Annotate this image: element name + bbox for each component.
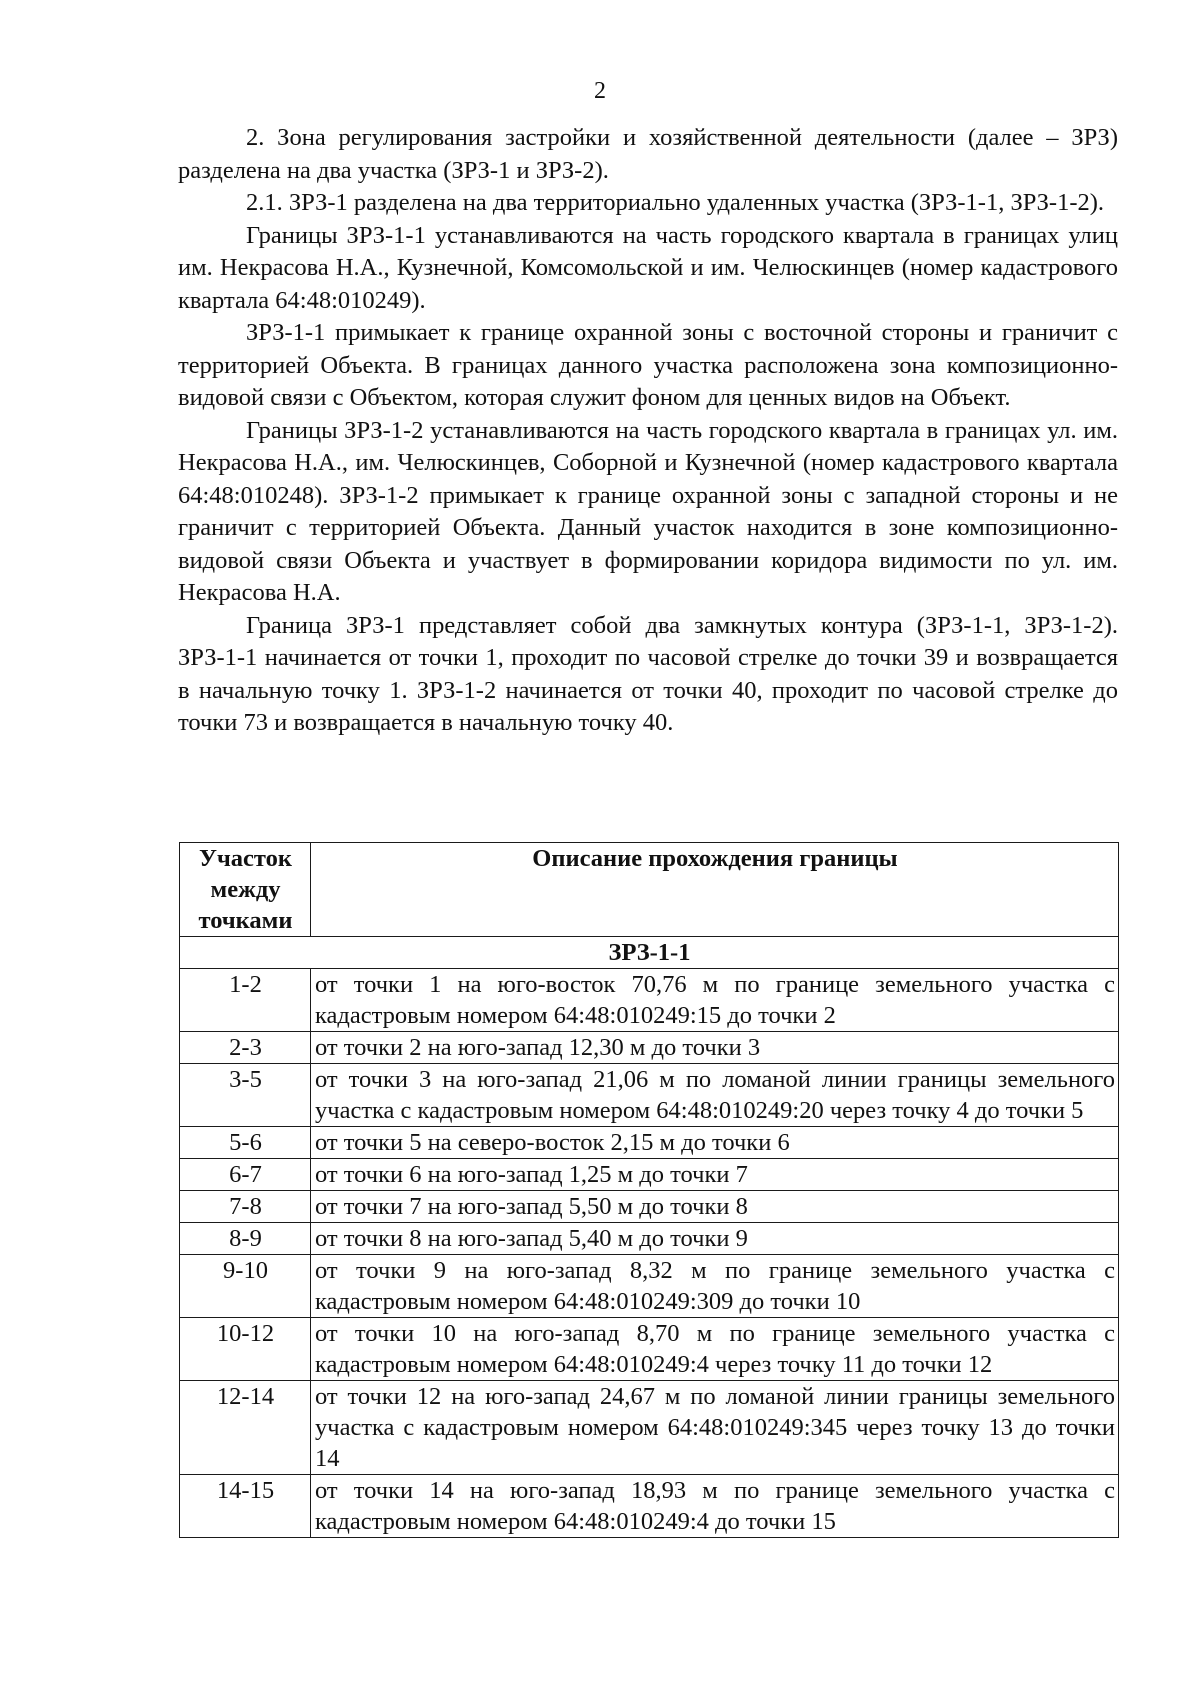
header-description: Описание прохождения границы <box>311 843 1119 937</box>
segment-cell: 9-10 <box>180 1255 311 1318</box>
paragraph-zrz1-division: 2.1. ЗРЗ-1 разделена на два территориально удаленных участка (ЗРЗ-1-1, ЗРЗ-1-2). <box>246 189 1105 216</box>
description-cell: от точки 7 на юго-запад 5,50 м до точки 8 <box>311 1191 1119 1223</box>
description-cell: от точки 12 на юго-запад 24,67 м по ломаной линии границы земельного участка с кадастровым номером 64:48:010249:345 через точку 13 до точки 14 <box>311 1381 1119 1475</box>
table-row <box>180 1318 1119 1381</box>
paragraph-zrz-overview: 2. Зона регулирования застройки и хозяйственной деятельности (далее – ЗРЗ) разделена на два участка (ЗРЗ-1 и ЗРЗ-2). <box>178 124 1118 184</box>
description-cell: от точки 8 на юго-запад 5,40 м до точки 9 <box>311 1223 1119 1255</box>
table-row <box>180 969 1119 1032</box>
table-row <box>180 1159 1119 1191</box>
segment-cell: 10-12 <box>180 1318 311 1381</box>
description-cell: от точки 6 на юго-запад 1,25 м до точки 7 <box>311 1159 1119 1191</box>
table-header-row <box>180 843 1119 937</box>
paragraph-zrz1-2-boundaries: Границы ЗРЗ-1-2 устанавливаются на часть городского квартала в границах ул. им. Некрасова Н.А., им. Челюскинцев, Соборной и Кузнечной (номер кадастрового квартала 64:48:010248). ЗРЗ-1-2 примыкает к границе охранной зоны с западной стороны и не граничит с территорией Объекта. Данный участок находится в зоне композиционно-видовой связи Объекта и участвует в формировании коридора видимости по ул. им. Некрасова Н.А. <box>178 416 1118 606</box>
paragraph-zrz1-1-boundaries: Границы ЗРЗ-1-1 устанавливаются на часть городского квартала в границах улиц им. Некрасова Н.А., Кузнечной, Комсомольской и им. Челюскинцев (номер кадастрового квартала 64:48:010249). <box>178 221 1118 314</box>
boundary-table <box>179 842 1119 1538</box>
paragraph-zrz1-contours: Граница ЗРЗ-1 представляет собой два замкнутых контура (ЗРЗ-1-1, ЗРЗ-1-2). ЗРЗ-1-1 начинается от точки 1, проходит по часовой стрелке до точки 39 и возвращается в начальную точку 1. ЗРЗ-1-2 начинается от точки 40, проходит по часовой стрелке до точки 73 и возвращается в начальную точку 40. <box>178 611 1118 736</box>
segment-cell: 1-2 <box>180 969 311 1032</box>
segment-cell: 3-5 <box>180 1064 311 1127</box>
description-cell: от точки 14 на юго-запад 18,93 м по границе земельного участка с кадастровым номером 64:48:010249:4 до точки 15 <box>311 1475 1119 1538</box>
section-title: ЗРЗ-1-1 <box>180 937 1119 969</box>
paragraph-zrz1-1-description: ЗРЗ-1-1 примыкает к границе охранной зоны с восточной стороны и граничит с территорией Объекта. В границах данного участка расположена зона композиционно-видовой связи с Объектом, которая служит фоном для ценных видов на Объект. <box>178 319 1118 411</box>
description-cell: от точки 1 на юго-восток 70,76 м по границе земельного участка с кадастровым номером 64:48:010249:15 до точки 2 <box>311 969 1119 1032</box>
document-body <box>178 122 1118 740</box>
segment-cell: 5-6 <box>180 1127 311 1159</box>
segment-cell: 7-8 <box>180 1191 311 1223</box>
table-row <box>180 1381 1119 1475</box>
table-row <box>180 1064 1119 1127</box>
segment-cell: 6-7 <box>180 1159 311 1191</box>
description-cell: от точки 2 на юго-запад 12,30 м до точки 3 <box>311 1032 1119 1064</box>
table-row <box>180 1223 1119 1255</box>
description-cell: от точки 10 на юго-запад 8,70 м по границе земельного участка с кадастровым номером 64:48:010249:4 через точку 11 до точки 12 <box>311 1318 1119 1381</box>
table-row <box>180 1475 1119 1538</box>
table-row <box>180 1032 1119 1064</box>
segment-cell: 14-15 <box>180 1475 311 1538</box>
table-row <box>180 1127 1119 1159</box>
segment-cell: 2-3 <box>180 1032 311 1064</box>
section-row <box>180 937 1119 969</box>
table-row <box>180 1191 1119 1223</box>
description-cell: от точки 9 на юго-запад 8,32 м по границе земельного участка с кадастровым номером 64:48:010249:309 до точки 10 <box>311 1255 1119 1318</box>
page-number: 2 <box>594 78 606 104</box>
description-cell: от точки 3 на юго-запад 21,06 м по ломаной линии границы земельного участка с кадастровым номером 64:48:010249:20 через точку 4 до точки 5 <box>311 1064 1119 1127</box>
table-row <box>180 1255 1119 1318</box>
segment-cell: 12-14 <box>180 1381 311 1475</box>
header-segment: Участок между точками <box>180 843 311 937</box>
description-cell: от точки 5 на северо-восток 2,15 м до точки 6 <box>311 1127 1119 1159</box>
segment-cell: 8-9 <box>180 1223 311 1255</box>
